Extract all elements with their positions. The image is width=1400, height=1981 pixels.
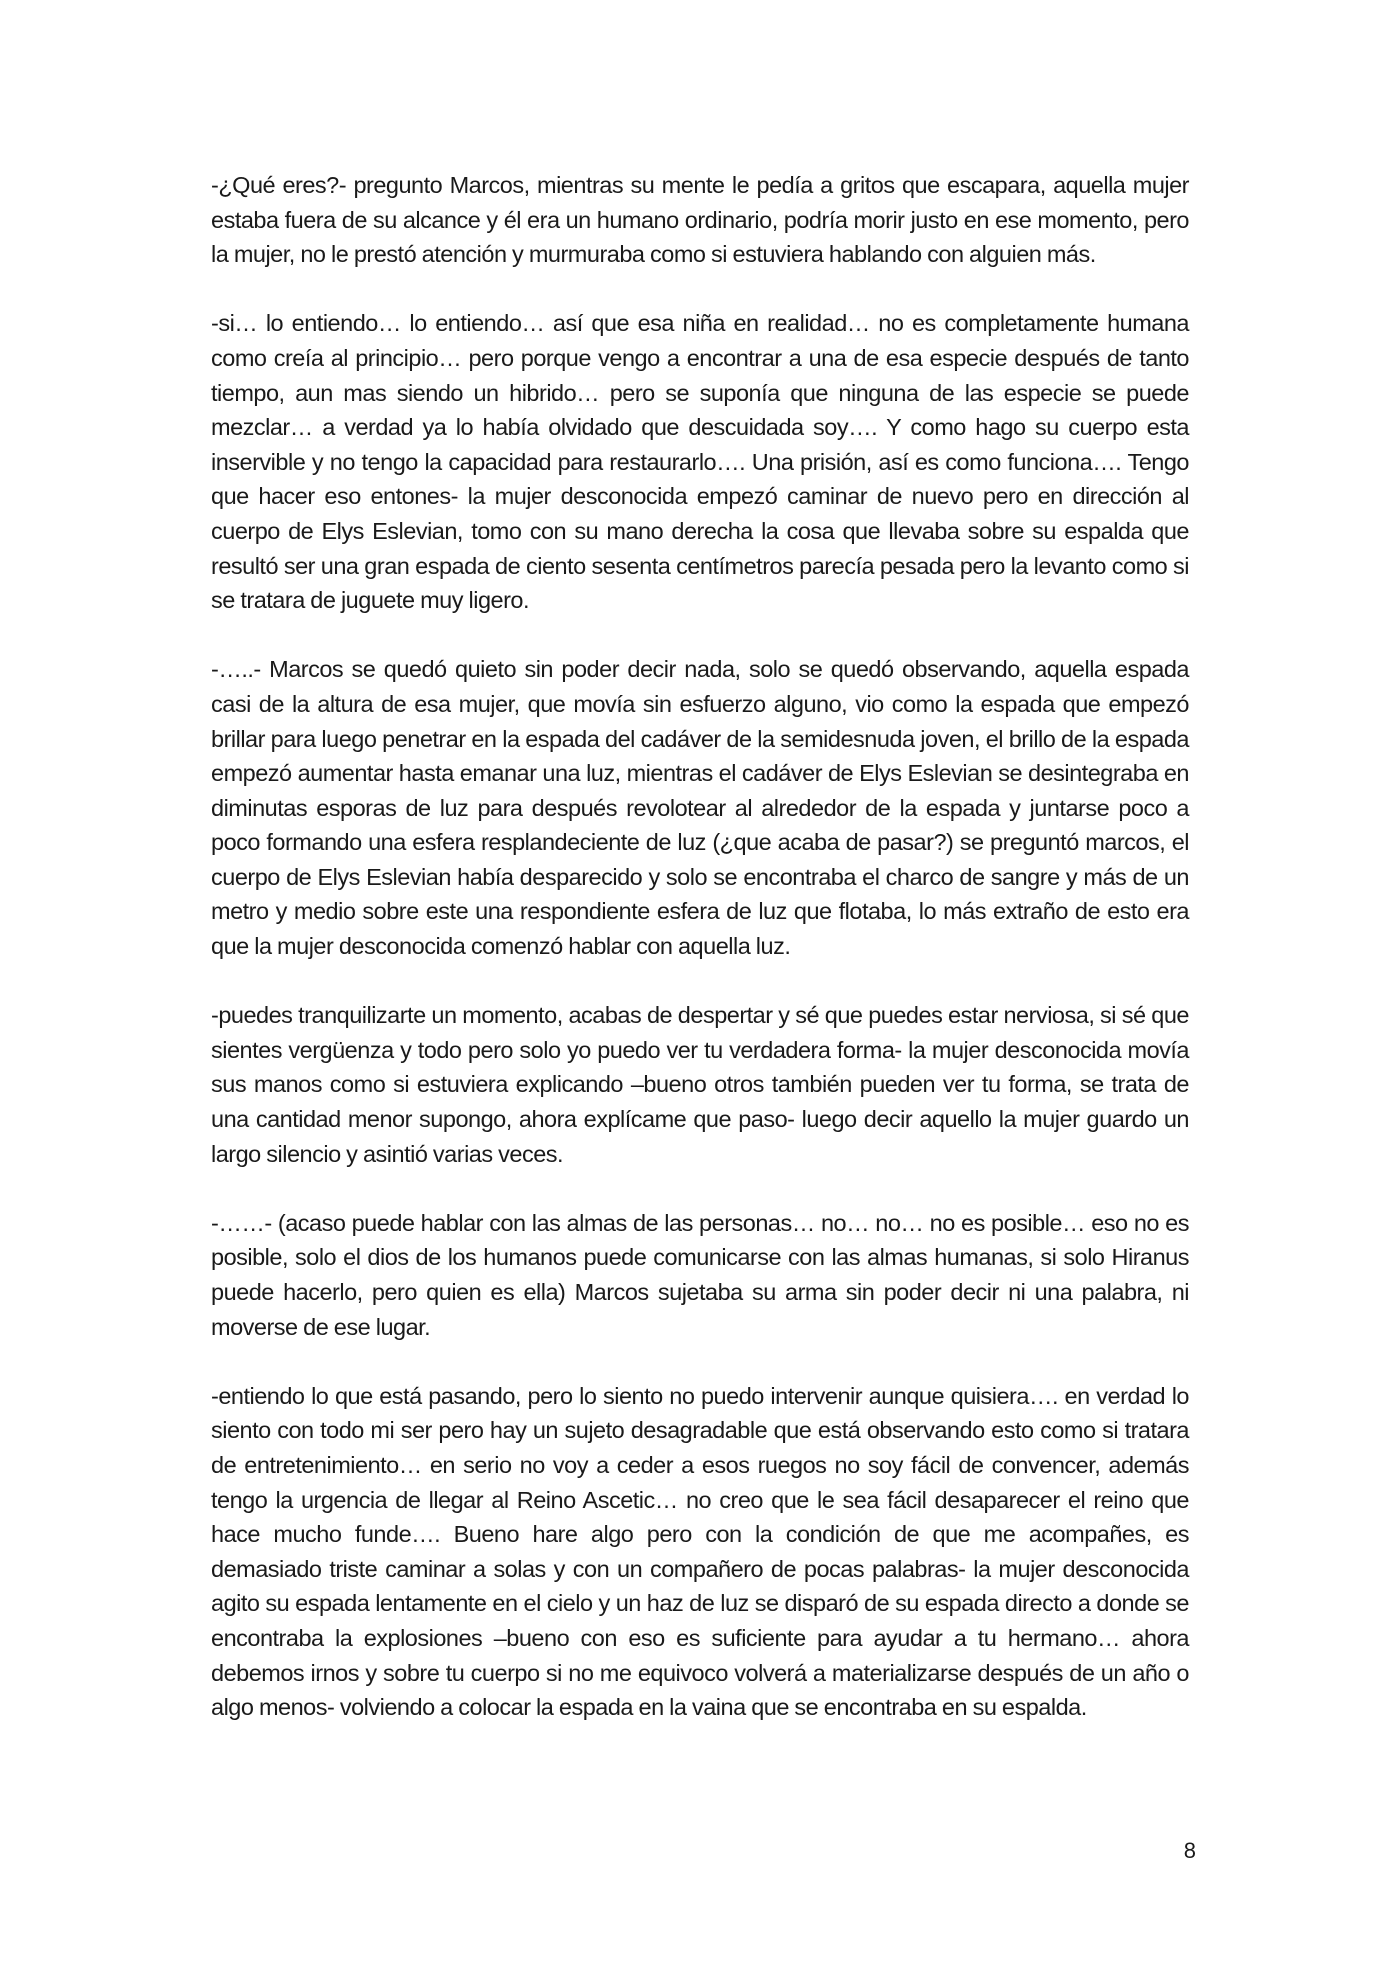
- paragraph-6: -entiendo lo que está pasando, pero lo siento no puedo intervenir aunque quisiera…. en verdad lo siento con todo mi ser pero hay un sujeto desagradable que está observando esto como si tratara de entretenimiento… en serio no voy a ceder a esos ruegos no soy fácil de convencer, además tengo la urgencia de llegar al Reino Ascetic… no creo que le sea fácil desaparecer el reino que hace mucho funde…. Bueno hare algo pero con la condición de que me acompañes, es demasiado triste caminar a solas y con un compañero de pocas palabras- la mujer desconocida agito su espada lentamente en el cielo y un haz de luz se disparó de su espada directo a donde se encontraba la explosiones –bueno con eso es suficiente para ayudar a tu hermano… ahora debemos irnos y sobre tu cuerpo si no me equivoco volverá a materializarse después de un año o algo menos- volviendo a colocar la espada en la vaina que se encontraba en su espalda.: [211, 1382, 1189, 1721]
- page-number: 8: [1183, 1838, 1196, 1863]
- document-body: [211, 168, 1189, 1759]
- paragraph-5: -……- (acaso puede hablar con las almas de las personas… no… no… no es posible… eso no es posible, solo el dios de los humanos puede comunicarse con las almas humanas, si solo Hiranus puede hacerlo, pero quien es ella) Marcos sujetaba su arma sin poder decir ni una palabra, ni moverse de ese lugar.: [211, 1209, 1189, 1340]
- paragraph-1: -¿Qué eres?- pregunto Marcos, mientras su mente le pedía a gritos que escapara, aquella mujer estaba fuera de su alcance y él era un humano ordinario, podría morir justo en ese momento, pero la mujer, no le prestó atención y murmuraba como si estuviera hablando con alguien más.: [211, 172, 1189, 268]
- paragraph-3: -…..- Marcos se quedó quieto sin poder decir nada, solo se quedó observando, aquella espada casi de la altura de esa mujer, que movía sin esfuerzo alguno, vio como la espada que empezó brillar para luego penetrar en la espada del cadáver de la semidesnuda joven, el brillo de la espada empezó aumentar hasta emanar una luz, mientras el cadáver de Elys Eslevian se desintegraba en diminutas esporas de luz para después revolotear al alrededor de la espada y juntarse poco a poco formando una esfera resplandeciente de luz (¿que acaba de pasar?) se preguntó marcos, el cuerpo de Elys Eslevian había desparecido y solo se encontraba el charco de sangre y más de un metro y medio sobre este una respondiente esfera de luz que flotaba, lo más extraño de esto era que la mujer desconocida comenzó hablar con aquella luz.: [211, 656, 1189, 960]
- paragraph-4: -puedes tranquilizarte un momento, acabas de despertar y sé que puedes estar nerviosa, si sé que sientes vergüenza y todo pero solo yo puedo ver tu verdadera forma- la mujer desconocida movía sus manos como si estuviera explicando –bueno otros también pueden ver tu forma, se trata de una cantidad menor supongo, ahora explícame que paso- luego decir aquello la mujer guardo un largo silencio y asintió varias veces.: [211, 1002, 1189, 1167]
- paragraph-2: -si… lo entiendo… lo entiendo… así que esa niña en realidad… no es completamente humana como creía al principio… pero porque vengo a encontrar a una de esa especie después de tanto tiempo, aun mas siendo un hibrido… pero se suponía que ninguna de las especie se puede mezclar… a verdad ya lo había olvidado que descuidada soy…. Y como hago su cuerpo esta inservible y no tengo la capacidad para restaurarlo…. Una prisión, así es como funciona…. Tengo que hacer eso entones- la mujer desconocida empezó caminar de nuevo pero en dirección al cuerpo de Elys Eslevian, tomo con su mano derecha la cosa que llevaba sobre su espalda que resultó ser una gran espada de ciento sesenta centímetros parecía pesada pero la levanto como si se tratara de juguete muy ligero.: [211, 310, 1189, 614]
